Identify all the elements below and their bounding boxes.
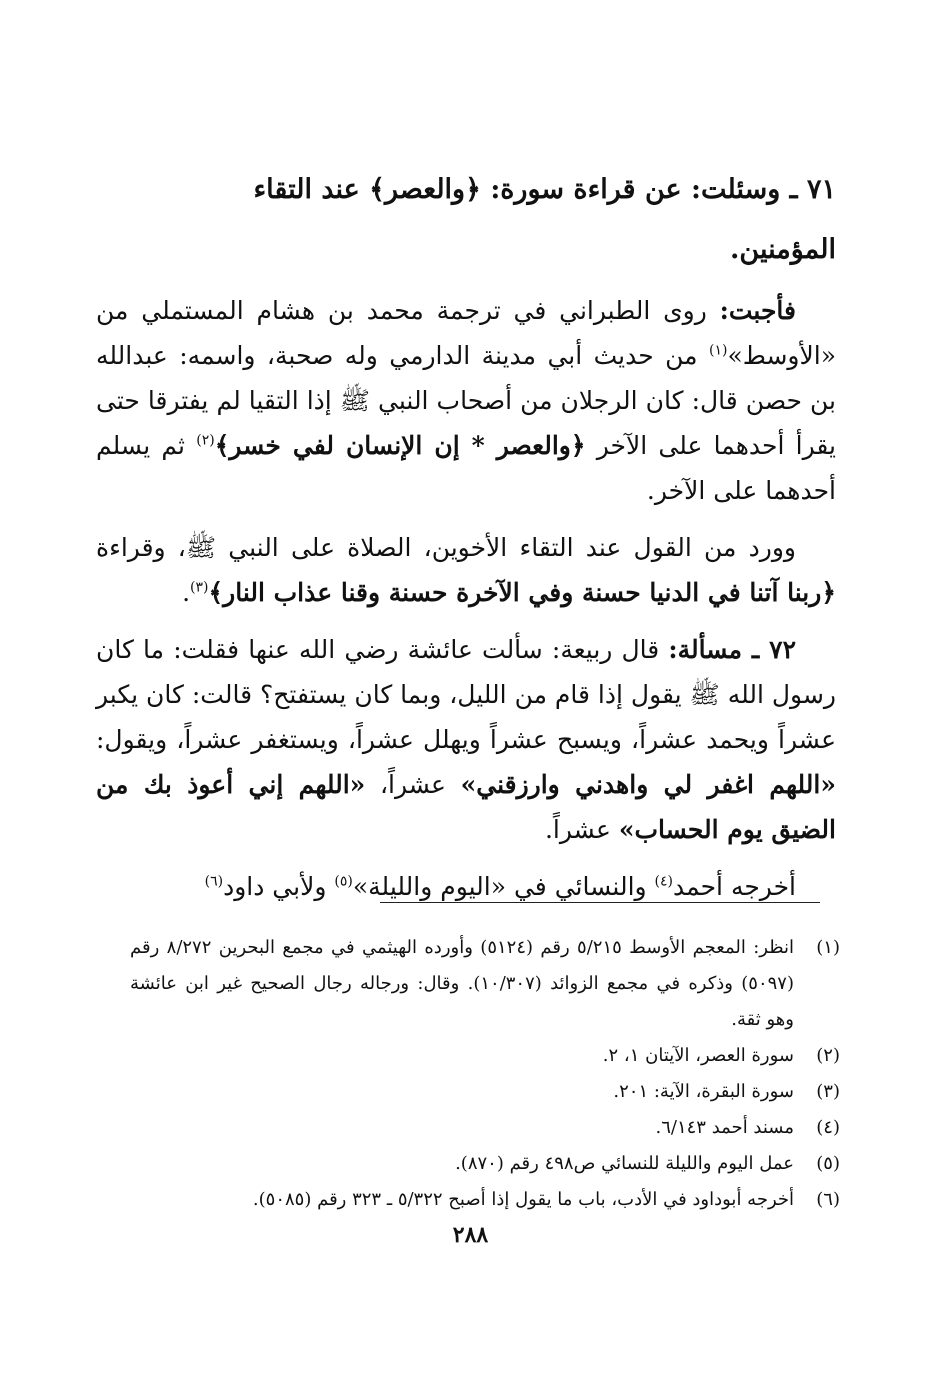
question-72-para2-text-3: ولأبي داود: [223, 872, 335, 901]
footnotes: [130, 930, 840, 1218]
footnote-item: [130, 930, 840, 1038]
footnote-item: [130, 1110, 840, 1146]
answer-71-paragraph-2: [96, 525, 836, 615]
answer-71-text-3: ثم يسلم أحدهما على الآخر.: [96, 431, 836, 505]
footnote-separator: [380, 902, 820, 903]
footnote-ref-1: (١): [708, 342, 728, 359]
footnote-number: (٥): [816, 1153, 840, 1174]
question-72-text-2: عشراً،: [365, 770, 461, 799]
page-number: ٢٨٨: [452, 1222, 489, 1248]
question-72-lead: ٧٢ ـ مسألة:: [668, 635, 796, 664]
footnote-ref-4: (٤): [654, 873, 674, 890]
footnote-number: (٦): [816, 1189, 840, 1210]
answer-71-quran-quote: ﴿والعصر * إن الإنسان لفي خسر﴾: [214, 431, 586, 460]
footnote-number: (٢): [816, 1045, 840, 1066]
footnote-text: عمل اليوم والليلة للنسائي ص٤٩٨ رقم (٨٧٠).: [455, 1153, 794, 1174]
question-72-text-3: عشراً.: [544, 815, 619, 844]
question-72-paragraph: [96, 627, 836, 852]
footnote-text: سورة البقرة، الآية: ٢٠١.: [613, 1081, 794, 1102]
question-72-para2-text-2: والنسائي في «اليوم والليلة»: [352, 872, 655, 901]
footnote-item: [130, 1038, 840, 1074]
question-72-quote-2: «اللهم إني أعوذ بك من الضيق يوم الحساب»: [96, 770, 836, 844]
answer-71-text-2: من حديث أبي مدينة الدارمي وله صحبة، واسمه: عبدالله بن حصن قال: كان الرجلان من أصحاب النبي ﷺ إذا التقيا لم يفترقا حتى يقرأ أحدهما على الآخر: [96, 341, 836, 460]
answer-71-para2-end: .: [182, 578, 191, 607]
footnote-text: انظر: المعجم الأوسط ٥/٢١٥ رقم (٥١٢٤) وأورده الهيثمي في مجمع البحرين ٨/٢٧٢ رقم (٥٠٩٧) وذكره في مجمع الزوائد (١٠/٣٠٧). وقال: ورجاله رجال الصحيح غير ابن عائشة وهو ثقة.: [130, 937, 794, 1030]
question-71-heading-line2: المؤمنين.: [730, 234, 836, 265]
question-71-heading: [96, 160, 836, 280]
question-72-text-1: قال ربيعة: سألت عائشة رضي الله عنها فقلت: ما كان رسول الله ﷺ يقول إذا قام من الليل، وبما كان يستفتح؟ قالت: كان يكبر عشراً ويحمد عشراً، ويسبح عشراً ويهلل عشراً، ويستغفر عشراً، ويقول:: [96, 635, 836, 754]
footnote-item: [130, 1146, 840, 1182]
footnote-number: (٣): [816, 1081, 840, 1102]
footnote-ref-6: (٦): [204, 873, 224, 890]
question-72-para2-text-1: أخرجه أحمد: [673, 872, 796, 901]
answer-71-para2-quran-quote: ﴿ربنا آتنا في الدنيا حسنة وفي الآخرة حسنة وقنا عذاب النار﴾: [208, 578, 836, 607]
answer-71-lead: فأجبت:: [719, 296, 796, 325]
answer-71-paragraph: [96, 288, 836, 513]
footnote-ref-2: (٢): [196, 432, 215, 449]
footnote-ref-3: (٣): [190, 579, 209, 596]
footnote-text: أخرجه أبوداود في الأدب، باب ما يقول إذا أصبح ٥/٣٢٢ ـ ٣٢٣ رقم (٥٠٨٥).: [252, 1189, 794, 1210]
footnote-text: سورة العصر، الآيتان ١، ٢.: [602, 1045, 794, 1066]
footnote-text: مسند أحمد ٦/١٤٣.: [655, 1117, 794, 1138]
footnote-number: (٤): [816, 1117, 840, 1138]
main-text: [96, 160, 836, 909]
footnote-item: [130, 1182, 840, 1218]
question-71-heading-line1: ٧١ ـ وسئلت: عن قراءة سورة: ﴿والعصر﴾ عند التقاء: [253, 174, 836, 205]
footnote-number: (١): [816, 937, 840, 958]
footnote-ref-5: (٥): [334, 873, 353, 890]
answer-71-para2-text: وورد من القول عند التقاء الأخوين، الصلاة على النبي ﷺ، وقراءة: [96, 533, 796, 562]
question-72-quote-1: «اللهم اغفر لي واهدني وارزقني»: [460, 770, 836, 799]
answer-71-text-1: روى الطبراني في ترجمة محمد بن هشام المستملي من «الأوسط»: [96, 296, 836, 370]
footnote-item: [130, 1074, 840, 1110]
